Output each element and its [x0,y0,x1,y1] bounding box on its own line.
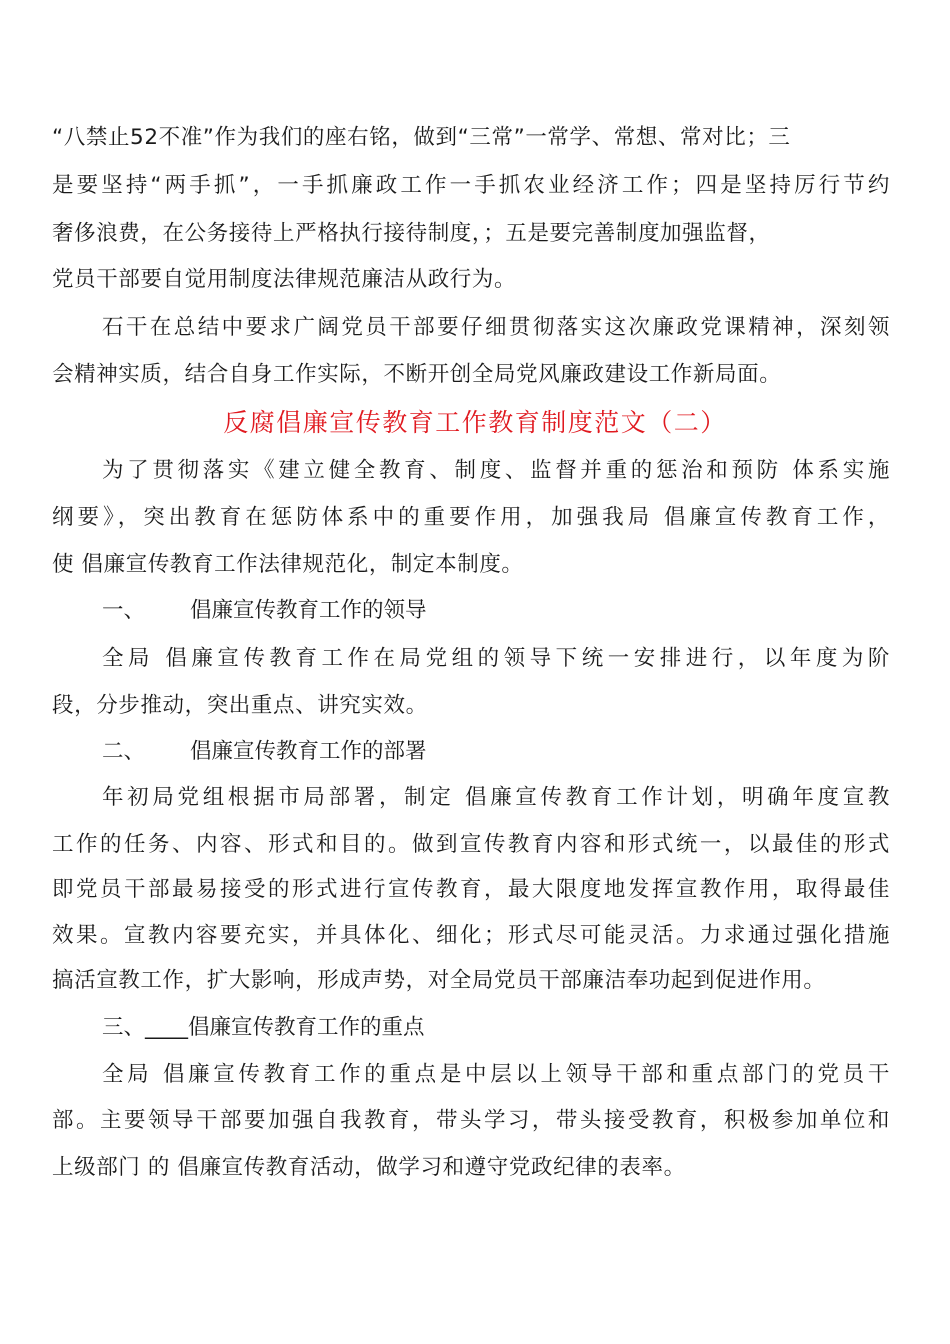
body-line: 上级部门 的 倡廉宣传教育活动，做学习和遵守党政纪律的表率。 [52,1155,686,1180]
body-line: 奢侈浪费，在公务接待上严格执行接待制度，；五是要完善制度加强监督， [52,221,771,246]
body-line: 石干在总结中要求广阔党员干部要仔细贯彻落实这次廉政党课精神，深刻领 [102,315,890,340]
body-line: 搞活宣教工作，扩大影响，形成声势，对全局党员干部廉洁奉功起到促进作用。 [52,968,826,993]
document-title: 反腐倡廉宣传教育工作教育制度范文（二） [223,408,727,437]
body-line: 党员干部要自觉用制度法律规范廉洁从政行为。 [52,267,517,292]
section-heading: ____倡廉宣传教育工作的重点 [145,1015,425,1040]
section-number: 三、 [102,1015,146,1040]
section-heading: 倡廉宣传教育工作的部署 [190,739,427,764]
body-line: 部。主要领导干部要加强自我教育，带头学习，带头接受教育，积极参加单位和 [52,1108,890,1133]
section-number: 二、 [102,739,146,764]
body-line: 使 倡廉宣传教育工作法律规范化，制定本制度。 [52,552,524,577]
body-line: 会精神实质，结合自身工作实际，不断开创全局党风廉政建设工作新局面。 [52,362,782,387]
body-line: 纲要》，突出教育在惩防体系中的重要作用，加强我局 倡廉宣传教育工作， [52,505,890,530]
body-line: 段，分步推动，突出重点、讲究实效。 [52,693,428,718]
body-line: 效果。宣教内容要充实，并具体化、细化；形式尽可能灵活。力求通过强化措施 [52,923,890,948]
body-line: “八禁止52不准”作为我们的座右铭，做到“三常”一常学、常想、常对比；三 [52,125,791,150]
body-line: 工作的任务、内容、形式和目的。做到宣传教育内容和形式统一，以最佳的形式 [52,832,890,857]
section-heading: 倡廉宣传教育工作的领导 [190,598,427,623]
body-line: 是要坚持“两手抓”，一手抓廉政工作一手抓农业经济工作；四是坚持厉行节约 [52,173,890,198]
body-line: 为了贯彻落实《建立健全教育、制度、监督并重的惩治和预防 体系实施 [102,458,890,483]
body-line: 全局 倡廉宣传教育工作在局党组的领导下统一安排进行，以年度为阶 [102,646,890,671]
body-line: 即党员干部最易接受的形式进行宣传教育，最大限度地发挥宣教作用，取得最佳 [52,877,890,902]
body-line: 全局 倡廉宣传教育工作的重点是中层以上领导干部和重点部门的党员干 [102,1062,890,1087]
section-number: 一、 [102,598,146,623]
body-line: 年初局党组根据市局部署，制定 倡廉宣传教育工作计划，明确年度宣教 [102,785,890,810]
